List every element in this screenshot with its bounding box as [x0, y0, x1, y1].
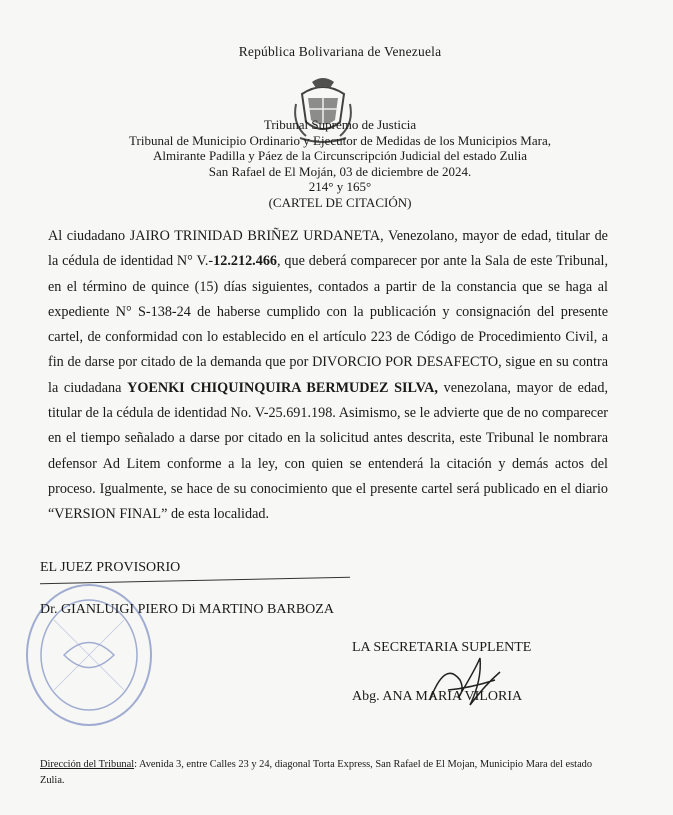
- footer-text: : Avenida 3, entre Calles 23 y 24, diagonal Torta Express, San Rafael de El Mojan, Municipio Mara del estado Zulia.: [40, 759, 593, 786]
- body-text-1: Venezolano, mayor de edad, titular de la cédula de identidad N° V.-: [48, 228, 608, 270]
- court-header-block: [40, 117, 640, 210]
- secretary-title: LA SECRETARIA SUPLENTE: [352, 640, 532, 655]
- court-line-2: Tribunal de Municipio Ordinario y Ejecutor de Medidas de los Municipios Mara,: [129, 132, 551, 148]
- court-seal-stamp: [14, 560, 164, 730]
- plaintiff-name: YOENKI CHIQUINQUIRA BERMUDEZ SILVA,: [127, 379, 438, 396]
- id-number: 12.212.466: [213, 253, 277, 270]
- judge-name: Dr. GIANLUIGI PIERO Di MARTINO BARBOZA: [40, 602, 334, 617]
- republic-heading: República Bolivariana de Venezuela: [238, 44, 442, 59]
- court-line-1: Tribunal Supremo de Justicia: [263, 117, 417, 132]
- document-title: (CARTEL DE CITACIÓN): [268, 194, 412, 210]
- citation-body: [48, 224, 608, 528]
- body-text-2: , que deberá comparecer por ante la Sala de este Tribunal, en el término de quince (15) días siguientes, contados a partir de la constancia que se haga al expediente N° S-138-24 de haberse cumplido con la publicación y consignación del presente cartel, de conformidad con lo establecido en el artículo 223 de Código de Procedimiento Civil, a fin de darse por citado de la demanda que por DIVORCIO POR DESAFECTO, sigue en su contra la ciudadana: [48, 253, 608, 396]
- court-line-3: Almirante Padilla y Páez de la Circunscripción Judicial del estado Zulia: [153, 148, 527, 163]
- secretary-name: Abg. ANA MARIA VILORIA: [352, 689, 523, 704]
- judge-title: EL JUEZ PROVISORIO: [40, 560, 181, 575]
- date-line: San Rafael de El Moján, 03 de diciembre de 2024.: [208, 163, 472, 179]
- years-line: 214° y 165°: [308, 179, 372, 194]
- handwritten-signature: [420, 650, 510, 720]
- body-addressee: Al ciudadano JAIRO TRINIDAD BRIÑEZ URDANETA,: [48, 228, 384, 244]
- court-address-footer: [40, 757, 610, 789]
- body-text-3: venezolana, mayor de edad, titular de la cédula de identidad No. V-25.691.198. Asimismo, se le advierte que de no comparecer en el tiempo señalado a darse por citado en la solicitud antes descrita, este Tribunal le nombrara defensor Ad Litem conforme a la ley, con quien se entenderá la citación y demás actos del proceso. Igualmente, se hace de su conocimiento que el presente cartel será publicado en el diario “VERSION FINAL” de esta localidad.: [48, 379, 608, 523]
- footer-label: Dirección del Tribunal: [40, 759, 135, 770]
